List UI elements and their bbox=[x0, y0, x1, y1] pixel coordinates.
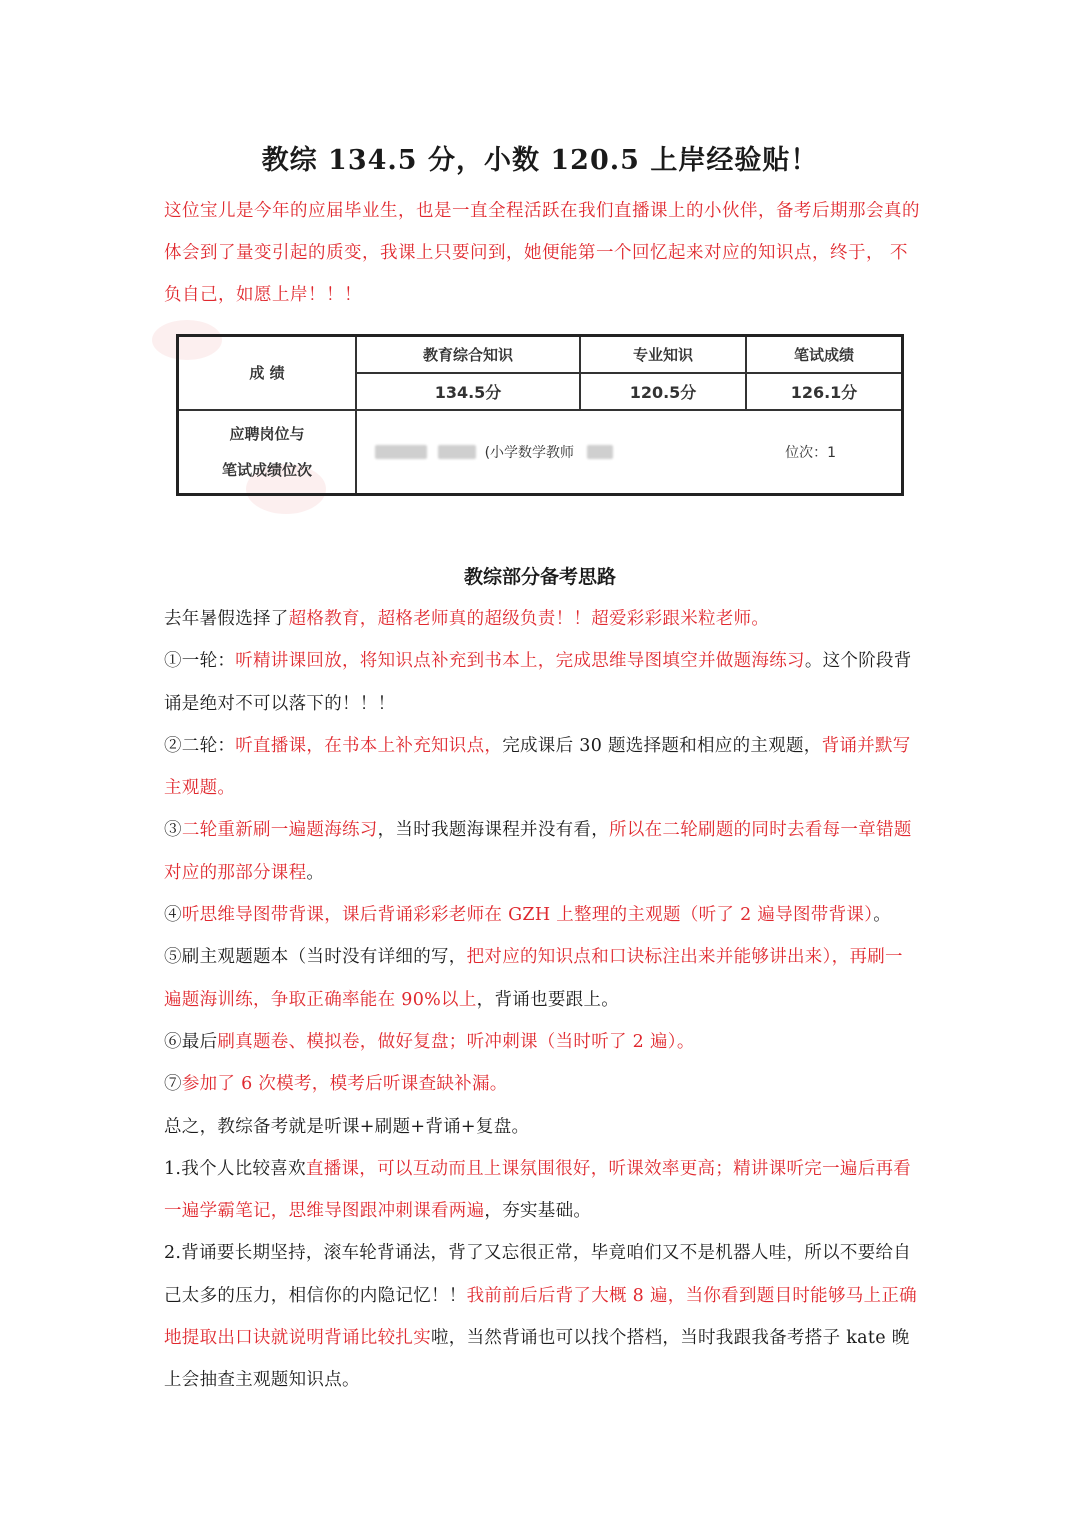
redacted-text bbox=[438, 445, 476, 459]
score-table bbox=[176, 334, 904, 496]
text: ②二轮： bbox=[164, 735, 236, 756]
col-header-major: 专业知识 bbox=[580, 336, 746, 373]
paragraph bbox=[164, 809, 920, 894]
score-table-image bbox=[176, 334, 904, 496]
text: 啦，当然背诵也可以找个搭档，当时我跟我备考搭子 kate 晚上会抽查主观题知识点。 bbox=[164, 1328, 910, 1391]
intro-text: 这位宝儿是今年的应届毕业生，也是一直全程活跃在我们直播课上的小伙伴，备考后期那会真的体会到了量变引起的质变，我课上只要问到，她便能第一个回忆起来对应的知识点，终于， 不负自己，如愿上岸！！！ bbox=[164, 201, 920, 305]
paragraph bbox=[164, 640, 920, 725]
text: ⑥最后 bbox=[164, 1031, 218, 1052]
highlight-text: 二轮重新刷一遍题海练习 bbox=[181, 820, 378, 841]
text: ①一轮： bbox=[164, 651, 236, 672]
highlight-text: 听直播课，在书本上补充知识点， bbox=[235, 735, 503, 756]
text: 。这个阶段背诵是绝对不可以落下的！！！ bbox=[164, 651, 912, 714]
text: 2.背诵要长期坚持，滚车轮背诵法，背了又忘很正常，毕竟咱们又不是机器人哇，所以不要给自己太多的压力，相信你的内隐记忆！！ bbox=[164, 1243, 912, 1306]
text: 。 bbox=[306, 862, 325, 883]
text: ④ bbox=[164, 905, 182, 926]
paragraph bbox=[164, 1063, 920, 1105]
redacted-text bbox=[375, 445, 427, 459]
score-row-header: 成 绩 bbox=[178, 336, 357, 410]
text: ，当时我题海课程并没有看， bbox=[377, 820, 610, 841]
text: ，夯实基础。 bbox=[484, 1201, 592, 1222]
text: 完成课后 30 题选择题和相应的主观题， bbox=[502, 735, 822, 756]
text: ，背诵也要跟上。 bbox=[476, 989, 620, 1010]
text: 1.我个人比较喜欢 bbox=[164, 1158, 306, 1179]
text: 去年暑假选择了 bbox=[164, 609, 289, 629]
col-header-written: 笔试成绩 bbox=[746, 336, 903, 373]
text: ③ bbox=[164, 820, 182, 841]
highlight-text: 背诵并默写主观题。 bbox=[164, 735, 911, 799]
score-written: 126.1分 bbox=[746, 373, 903, 410]
post-row-header bbox=[178, 410, 357, 495]
paragraph bbox=[164, 1021, 920, 1063]
score-major: 120.5分 bbox=[580, 373, 746, 410]
article-body bbox=[164, 598, 920, 1402]
col-header-edu: 教育综合知识 bbox=[356, 336, 580, 373]
highlight-text: 听思维导图带背课，课后背诵彩彩老师在 GZH 上整理的主观题（听了 2 遍导图带背课） bbox=[181, 905, 874, 926]
post-name: (小学数学教师 bbox=[484, 444, 575, 461]
text: ⑤刷主观题题本（当时没有详细的写， bbox=[164, 947, 467, 968]
highlight-text: 所以在二轮刷题的同时去看每一章错题对应的那部分课程 bbox=[164, 820, 912, 883]
highlight-text: 参加了 6 次模考，模考后听课查缺补漏。 bbox=[181, 1074, 508, 1095]
post-info-cell bbox=[356, 410, 903, 495]
paragraph bbox=[164, 1232, 920, 1401]
highlight-text: 刷真题卷、模拟卷，做好复盘；听冲刺课（当时听了 2 遍）。 bbox=[217, 1031, 695, 1052]
highlight-text: 超格教育，超格老师真的超级负责！！超爱彩彩跟米粒老师。 bbox=[288, 609, 770, 629]
highlight-text: 听精讲课回放，将知识点补充到书本上，完成思维导图填空并做题海练习 bbox=[235, 651, 805, 672]
highlight-text: 我前前后后背了大概 8 遍，当你看到题目时能够马上正确地提取出口诀就说明背诵比较扎实 bbox=[164, 1285, 917, 1349]
paragraph bbox=[164, 894, 920, 936]
highlight-text: 把对应的知识点和口诀标注出来并能够讲出来），再刷一遍题海训练，争取正确率能在 90%以上 bbox=[164, 947, 903, 1010]
rank-value: 位次：1 bbox=[785, 444, 836, 461]
page-title: 教综 134.5 分，小数 120.5 上岸经验贴！ bbox=[261, 145, 819, 176]
paragraph bbox=[164, 1148, 920, 1233]
paragraph bbox=[164, 936, 920, 1021]
post-row-header-line2: 笔试成绩位次 bbox=[221, 460, 312, 479]
text: ⑦ bbox=[164, 1074, 182, 1095]
intro-paragraph bbox=[164, 190, 920, 316]
post-row-header-line1: 应聘岗位与 bbox=[229, 424, 305, 443]
paragraph bbox=[164, 725, 920, 810]
text: 。 bbox=[873, 905, 892, 926]
highlight-text: 直播课，可以互动而且上课氛围很好，听课效率更高；精讲课听完一遍后再看一遍学霸笔记，思维导图跟冲刺课看两遍 bbox=[164, 1158, 912, 1222]
score-edu: 134.5分 bbox=[356, 373, 580, 410]
paragraph: 总之，教综备考就是听课+刷题+背诵+复盘。 bbox=[164, 1116, 530, 1137]
redacted-text bbox=[587, 445, 613, 459]
paragraph bbox=[164, 598, 920, 640]
section-title: 教综部分备考思路 bbox=[463, 566, 616, 588]
